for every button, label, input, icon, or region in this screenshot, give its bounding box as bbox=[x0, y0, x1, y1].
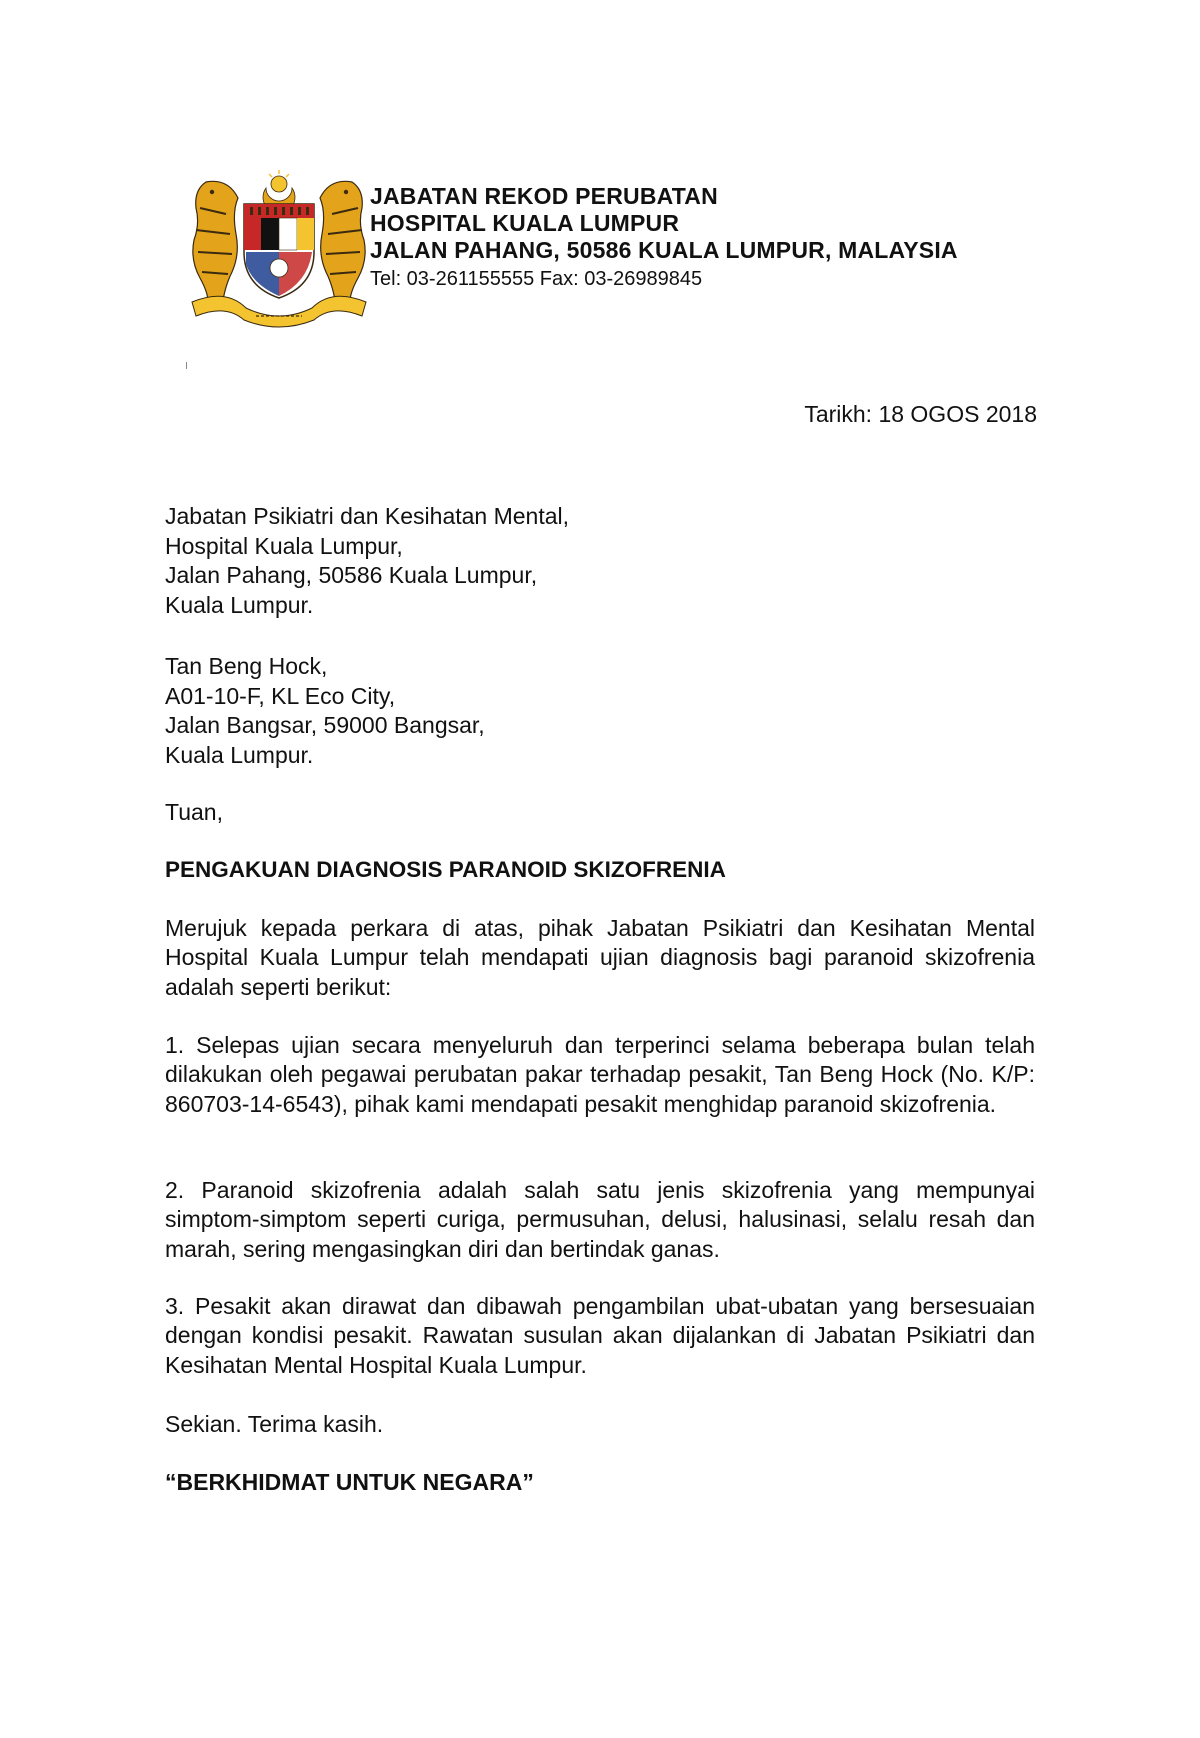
recipient-address-line: A01-10-F, KL Eco City, bbox=[165, 682, 396, 709]
letterhead-hospital: HOSPITAL KUALA LUMPUR bbox=[370, 210, 680, 236]
body-paragraph-1: 1. Selepas ujian secara menyeluruh dan terperinci selama beberapa bulan telah dilakukan oleh pegawai perubatan pakar terhadap pesakit, Tan Beng Hock (No. K/P: 860703-14-6543), pihak kami mendapati pesakit menghidap paranoid skizofrenia. bbox=[165, 1032, 1035, 1117]
sender-address-line: Kuala Lumpur. bbox=[165, 591, 314, 618]
letterhead-department: JABATAN REKOD PERUBATAN bbox=[370, 183, 718, 209]
salutation: Tuan, bbox=[165, 799, 223, 825]
motto: “BERKHIDMAT UNTUK NEGARA” bbox=[165, 1469, 534, 1495]
letterhead-address: JALAN PAHANG, 50586 KUALA LUMPUR, MALAYSIA bbox=[370, 237, 958, 263]
sender-address bbox=[165, 502, 569, 620]
page-mark bbox=[186, 362, 187, 369]
letter-subject: PENGAKUAN DIAGNOSIS PARANOID SKIZOFRENIA bbox=[165, 857, 726, 882]
body-paragraph-intro: Merujuk kepada perkara di atas, pihak Jabatan Psikiatri dan Kesihatan Mental Hospital Kuala Lumpur telah mendapati ujian diagnosis bagi paranoid skizofrenia adalah seperti berikut: bbox=[165, 915, 1035, 1000]
letterhead bbox=[370, 183, 958, 293]
recipient-address bbox=[165, 652, 485, 770]
letter-date: Tarikh: 18 OGOS 2018 bbox=[804, 401, 1037, 427]
sender-address-line: Hospital Kuala Lumpur, bbox=[165, 532, 403, 559]
letterhead-contact: Tel: 03-261155555 Fax: 03-26989845 bbox=[370, 268, 703, 290]
recipient-address-line: Kuala Lumpur. bbox=[165, 741, 314, 768]
closing: Sekian. Terima kasih. bbox=[165, 1411, 384, 1437]
sender-address-line: Jabatan Psikiatri dan Kesihatan Mental, bbox=[165, 503, 570, 529]
body-paragraph-2: 2. Paranoid skizofrenia adalah salah satu jenis skizofrenia yang mempunyai simptom-simptom seperti curiga, permusuhan, delusi, halusinasi, selalu resah dan marah, sering mengasingkan diri dan bertindak ganas. bbox=[165, 1177, 1035, 1262]
coat-of-arms-icon bbox=[186, 168, 372, 330]
recipient-address-line: Tan Beng Hock, bbox=[165, 653, 328, 679]
recipient-address-line: Jalan Bangsar, 59000 Bangsar, bbox=[165, 712, 485, 738]
body-paragraph-3: 3. Pesakit akan dirawat dan dibawah pengambilan ubat-ubatan yang bersesuaian dengan kondisi pesakit. Rawatan susulan akan dijalankan di Jabatan Psikiatri dan Kesihatan Mental Hospital Kuala Lumpur. bbox=[165, 1293, 1035, 1378]
sender-address-line: Jalan Pahang, 50586 Kuala Lumpur, bbox=[165, 562, 538, 588]
